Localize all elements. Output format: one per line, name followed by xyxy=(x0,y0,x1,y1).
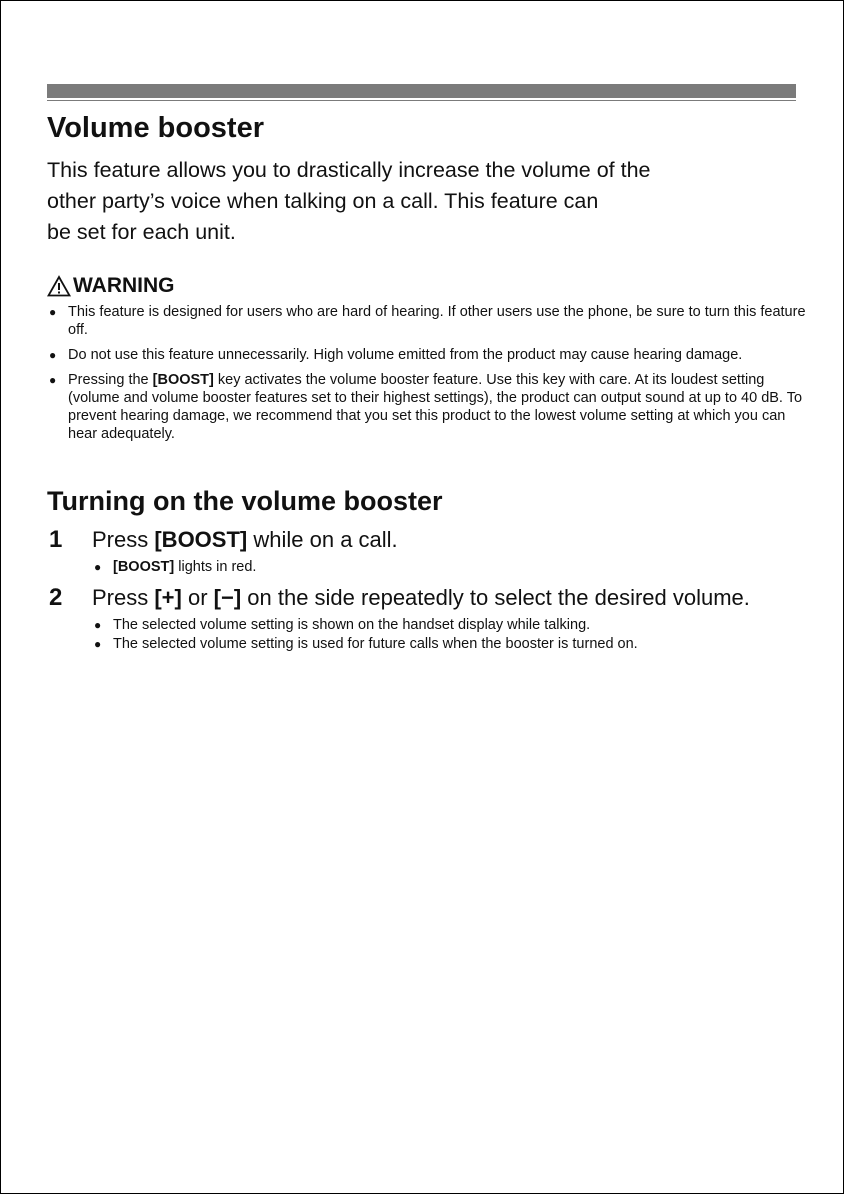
warning-item: ● Pressing the [BOOST] key activates the volume booster feature. Use this key with care. At its loudest setting (volume and volume booster features set to their highest settings), the product can output sound at up to 40 dB. To prevent hearing damage, we recommend that you set this product to the lowest volume setting at which you can hear adequately. xyxy=(49,372,803,442)
step-text: Press [+] or [−] on the side repeatedly to select the desired volume. xyxy=(92,585,750,610)
warning-label: WARNING xyxy=(73,274,175,297)
warning-item: ● Do not use this feature unnecessarily. High volume emitted from the product may cause hearing damage. xyxy=(49,347,743,363)
warning-list xyxy=(47,303,807,450)
boost-key-label: [BOOST] xyxy=(113,559,175,575)
section-header-bar xyxy=(47,84,796,98)
step-number: 2 xyxy=(49,584,63,611)
intro-line: other party’s voice when talking on a call. This feature can xyxy=(47,189,599,213)
bullet-icon: ● xyxy=(94,618,102,632)
minus-key-label: [−] xyxy=(213,585,242,610)
step-note: ● The selected volume setting is shown on the handset display while talking. xyxy=(94,617,591,633)
bullet-icon: ● xyxy=(49,348,57,362)
intro-line: This feature allows you to drastically increase the volume of the xyxy=(47,158,651,182)
section-header-rule xyxy=(47,100,796,101)
bullet-icon: ● xyxy=(94,560,102,574)
procedure-step xyxy=(47,583,807,654)
step-notes xyxy=(92,558,807,576)
intro-line: be set for each unit. xyxy=(47,220,236,244)
intro-paragraph xyxy=(47,155,787,248)
warning-item: ● This feature is designed for users who are hard of hearing. If other users use the phone, be sure to turn this feature off. xyxy=(49,304,806,338)
step-number: 1 xyxy=(49,526,63,553)
step-note: ● The selected volume setting is used for future calls when the booster is turned on. xyxy=(94,636,638,652)
step-text: Press [BOOST] while on a call. xyxy=(92,527,398,552)
page-title: Volume booster xyxy=(47,112,264,144)
procedure-step xyxy=(47,525,807,577)
plus-key-label: [+] xyxy=(154,585,182,610)
bullet-icon: ● xyxy=(49,373,57,387)
step-notes xyxy=(92,616,807,653)
procedure-title: Turning on the volume booster xyxy=(47,486,443,516)
warning-triangle-icon xyxy=(47,275,71,297)
bullet-icon: ● xyxy=(49,305,57,319)
bullet-icon: ● xyxy=(94,637,102,651)
boost-key-label: [BOOST] xyxy=(154,527,248,552)
boost-key-label: [BOOST] xyxy=(152,372,214,388)
step-note: ● [BOOST] lights in red. xyxy=(94,559,257,575)
warning-heading xyxy=(47,273,175,299)
